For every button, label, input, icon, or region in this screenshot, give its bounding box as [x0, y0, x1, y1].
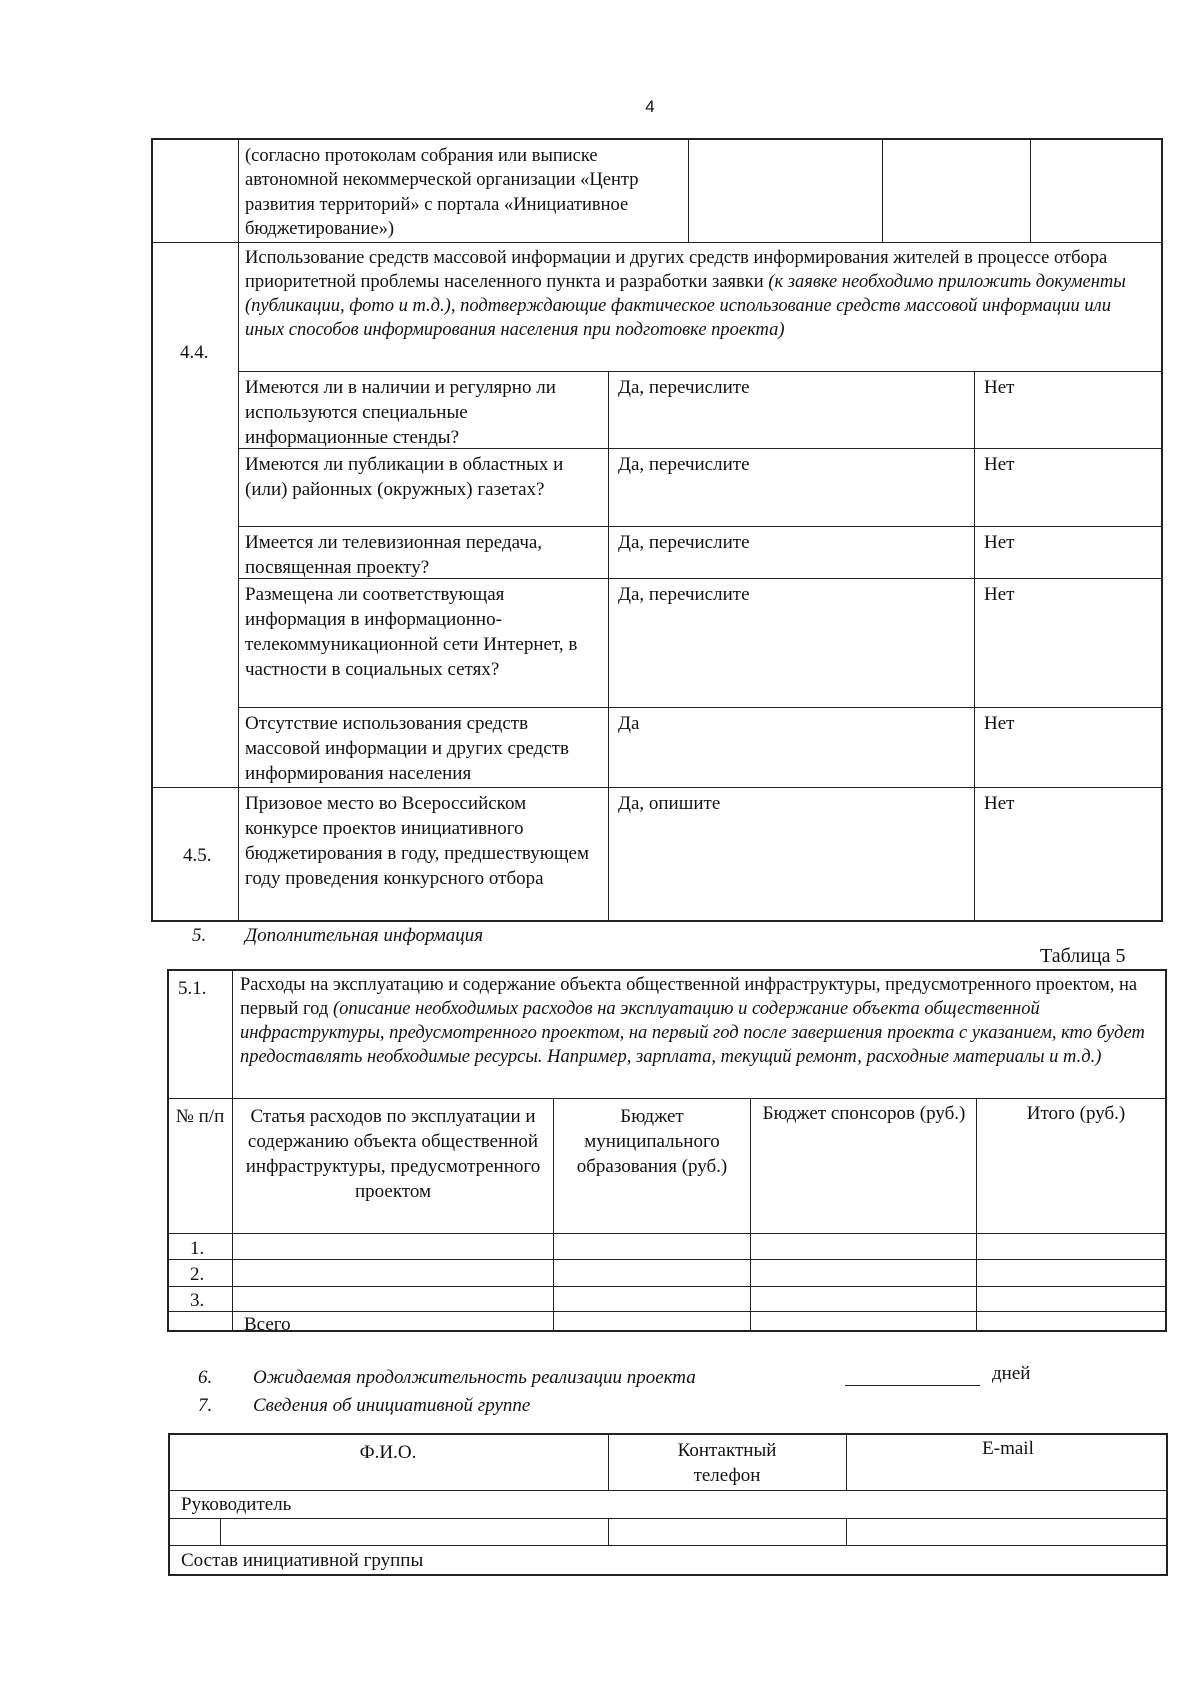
item-4-5-number: 4.5. [183, 845, 212, 866]
col-header-total: Итого (руб.) [1026, 1103, 1126, 1124]
item-5-1-number: 5.1. [178, 978, 207, 999]
media-answer-yes-2: Да, перечислите [618, 454, 750, 475]
item-4-4-heading-text: Использование средств массовой информации и других средств информирования жителей в процессе отбора приоритетной проблемы населенного пункта и разработки заявки [245, 248, 1108, 293]
item-5-1-heading-text: Расходы на эксплуатацию и содержание объекта общественной инфраструктуры, предусмотренного проектом, на первый год [240, 975, 1138, 1020]
section-7-number: 7. [198, 1395, 213, 1416]
media-answer-no-5: Нет [984, 713, 1015, 734]
award-answer-no: Нет [984, 793, 1015, 814]
col-header-municipal-budget: Бюджет муниципального образования (руб.) [576, 1106, 728, 1178]
media-question-3: Имеется ли телевизионная передача, посвященная проекту? [245, 532, 543, 579]
media-answer-no-1: Нет [984, 377, 1015, 398]
media-question-5: Отсутствие использования средств массовой информации и других средств информирования населения [245, 713, 569, 785]
col-header-expense-item: Статья расходов по эксплуатации и содержанию объекта общественной инфраструктуры, предусмотренного проектом [245, 1106, 541, 1203]
media-answer-yes-1: Да, перечислите [618, 377, 750, 398]
col-header-full-name: Ф.И.О. [359, 1442, 417, 1463]
col-header-number: № п/п [175, 1106, 225, 1127]
page-number: 4 [645, 97, 655, 116]
media-question-4: Размещена ли соответствующая информация в информационно-телекоммуникационной сети Интернет, в частности в социальных сетях? [245, 584, 578, 681]
media-question-2: Имеются ли публикации в областных и (или) районных (окружных) газетах? [245, 454, 564, 501]
approval-source-note: (согласно протоколам собрания или выписке автономной некоммерческой организации «Центр развития территорий» с портала «Инициативное бюджетирование») [245, 146, 639, 240]
item-5-1-heading-note: (описание необходимых расходов на эксплуатацию и содержание объекта общественной инфраструктуры, предусмотренного проектом, на первый год после завершения проекта с указанием, кто будет предоставлять необходимые ресурсы. Например, зарплата, текущий ремонт, расходные материалы и т.д.) [240, 999, 1145, 1068]
media-answer-no-4: Нет [984, 584, 1015, 605]
media-answer-no-2: Нет [984, 454, 1015, 475]
expense-row-2-number: 2. [190, 1264, 205, 1285]
section-5-title: Дополнительная информация [245, 925, 484, 946]
col-header-sponsor-budget: Бюджет спонсоров (руб.) [762, 1103, 966, 1124]
media-answer-yes-3: Да, перечислите [618, 532, 750, 553]
col-header-email: E-mail [982, 1438, 1034, 1459]
section-7-title: Сведения об инициативной группе [253, 1395, 531, 1416]
duration-unit: дней [992, 1363, 1031, 1384]
expense-total-label: Всего [244, 1314, 291, 1335]
item-4-4-heading [245, 246, 1150, 342]
section-5-number: 5. [192, 925, 207, 946]
media-answer-yes-5: Да [618, 713, 640, 734]
expense-row-1-number: 1. [190, 1238, 205, 1259]
item-4-4-number: 4.4. [180, 342, 209, 363]
leader-label: Руководитель [181, 1494, 292, 1515]
table-5-caption: Таблица 5 [1040, 945, 1126, 967]
section-6-number: 6. [198, 1367, 213, 1388]
item-4-4-heading-note: (к заявке необходимо приложить документы (публикации, фото и т.д.), подтверждающие фактическое использование средств массовой информации или иных способов информирования населения при подготовке проекта) [245, 272, 1126, 341]
award-answer-yes: Да, опишите [618, 793, 721, 814]
award-question: Призовое место во Всероссийском конкурсе проектов инициативного бюджетирования в году, предшествующем году проведения конкурсного отбора [245, 793, 589, 890]
item-5-1-heading [240, 973, 1158, 1069]
group-members-label: Состав инициативной группы [181, 1550, 424, 1571]
media-answer-no-3: Нет [984, 532, 1015, 553]
media-question-1: Имеются ли в наличии и регулярно ли используются специальные информационные стенды? [245, 377, 556, 449]
media-answer-yes-4: Да, перечислите [618, 584, 750, 605]
section-6-title: Ожидаемая продолжительность реализации проекта [253, 1367, 696, 1388]
col-header-phone: Контактный телефон [677, 1440, 777, 1487]
expense-row-3-number: 3. [190, 1290, 205, 1311]
duration-blank-line[interactable] [845, 1385, 980, 1386]
